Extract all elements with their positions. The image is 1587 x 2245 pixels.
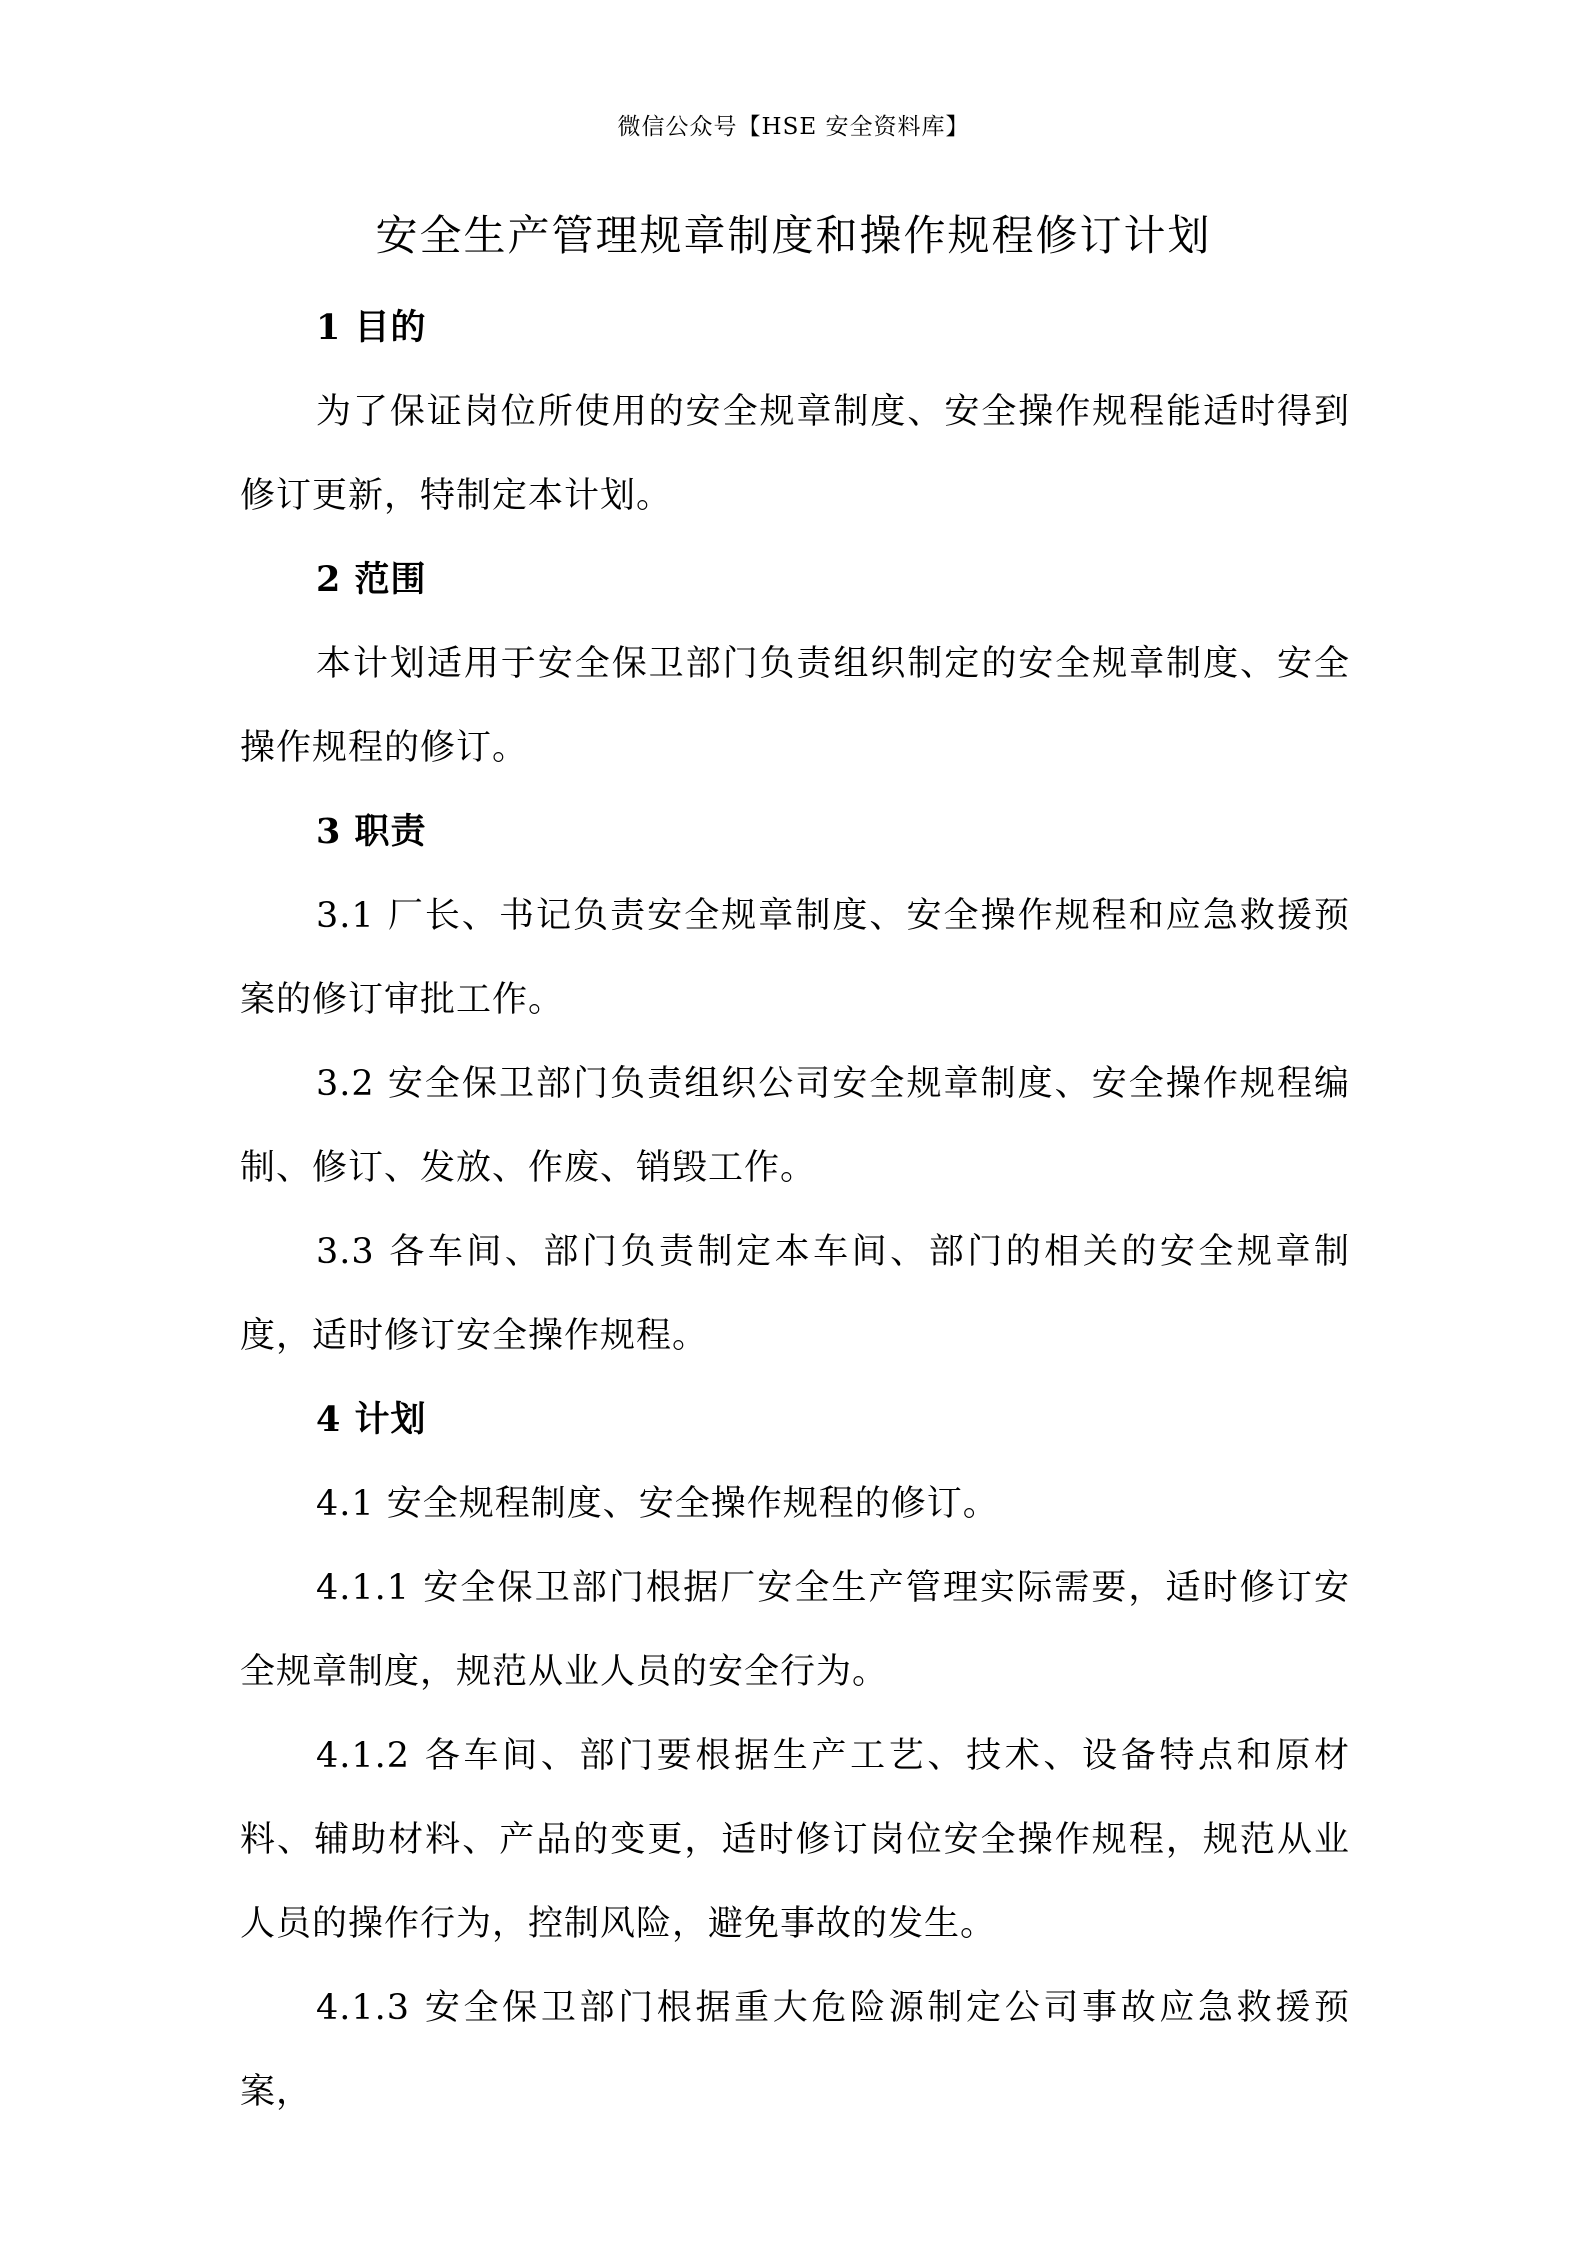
paragraph-purpose: 为了保证岗位所使用的安全规章制度、安全操作规程能适时得到修订更新，特制定本计划。 — [240, 392, 1350, 516]
paragraph-plan-4-1: 4.1 安全规程制度、安全操作规程的修订。 — [316, 1484, 999, 1524]
paragraph-plan-4-1-2: 4.1.2 各车间、部门要根据生产工艺、技术、设备特点和原材料、辅助材料、产品的变更，适时修订岗位安全操作规程，规范从业人员的操作行为，控制风险，避免事故的发生。 — [240, 1736, 1350, 1944]
paragraph-responsibility-3-2: 3.2 安全保卫部门负责组织公司安全规章制度、安全操作规程编制、修订、发放、作废、销毁工作。 — [240, 1064, 1350, 1188]
paragraph-plan-4-1-3: 4.1.3 安全保卫部门根据重大危险源制定公司事故应急救援预案， — [240, 1988, 1350, 2112]
document-title: 安全生产管理规章制度和操作规程修订计划 — [375, 211, 1212, 260]
section-heading-scope: 2 范围 — [316, 559, 427, 600]
paragraph-scope: 本计划适用于安全保卫部门负责组织制定的安全规章制度、安全操作规程的修订。 — [240, 644, 1350, 768]
paragraph-responsibility-3-3: 3.3 各车间、部门负责制定本车间、部门的相关的安全规章制度，适时修订安全操作规程。 — [240, 1232, 1350, 1356]
section-heading-purpose: 1 目的 — [316, 307, 427, 348]
section-heading-plan: 4 计划 — [316, 1399, 427, 1440]
paragraph-plan-4-1-1: 4.1.1 安全保卫部门根据厂安全生产管理实际需要，适时修订安全规章制度，规范从业人员的安全行为。 — [240, 1568, 1350, 1692]
paragraph-responsibility-3-1: 3.1 厂长、书记负责安全规章制度、安全操作规程和应急救援预案的修订审批工作。 — [240, 896, 1350, 1020]
document-body — [240, 286, 1350, 2134]
section-heading-responsibilities: 3 职责 — [316, 811, 427, 852]
page-header: 微信公众号【HSE 安全资料库】 — [617, 114, 970, 140]
